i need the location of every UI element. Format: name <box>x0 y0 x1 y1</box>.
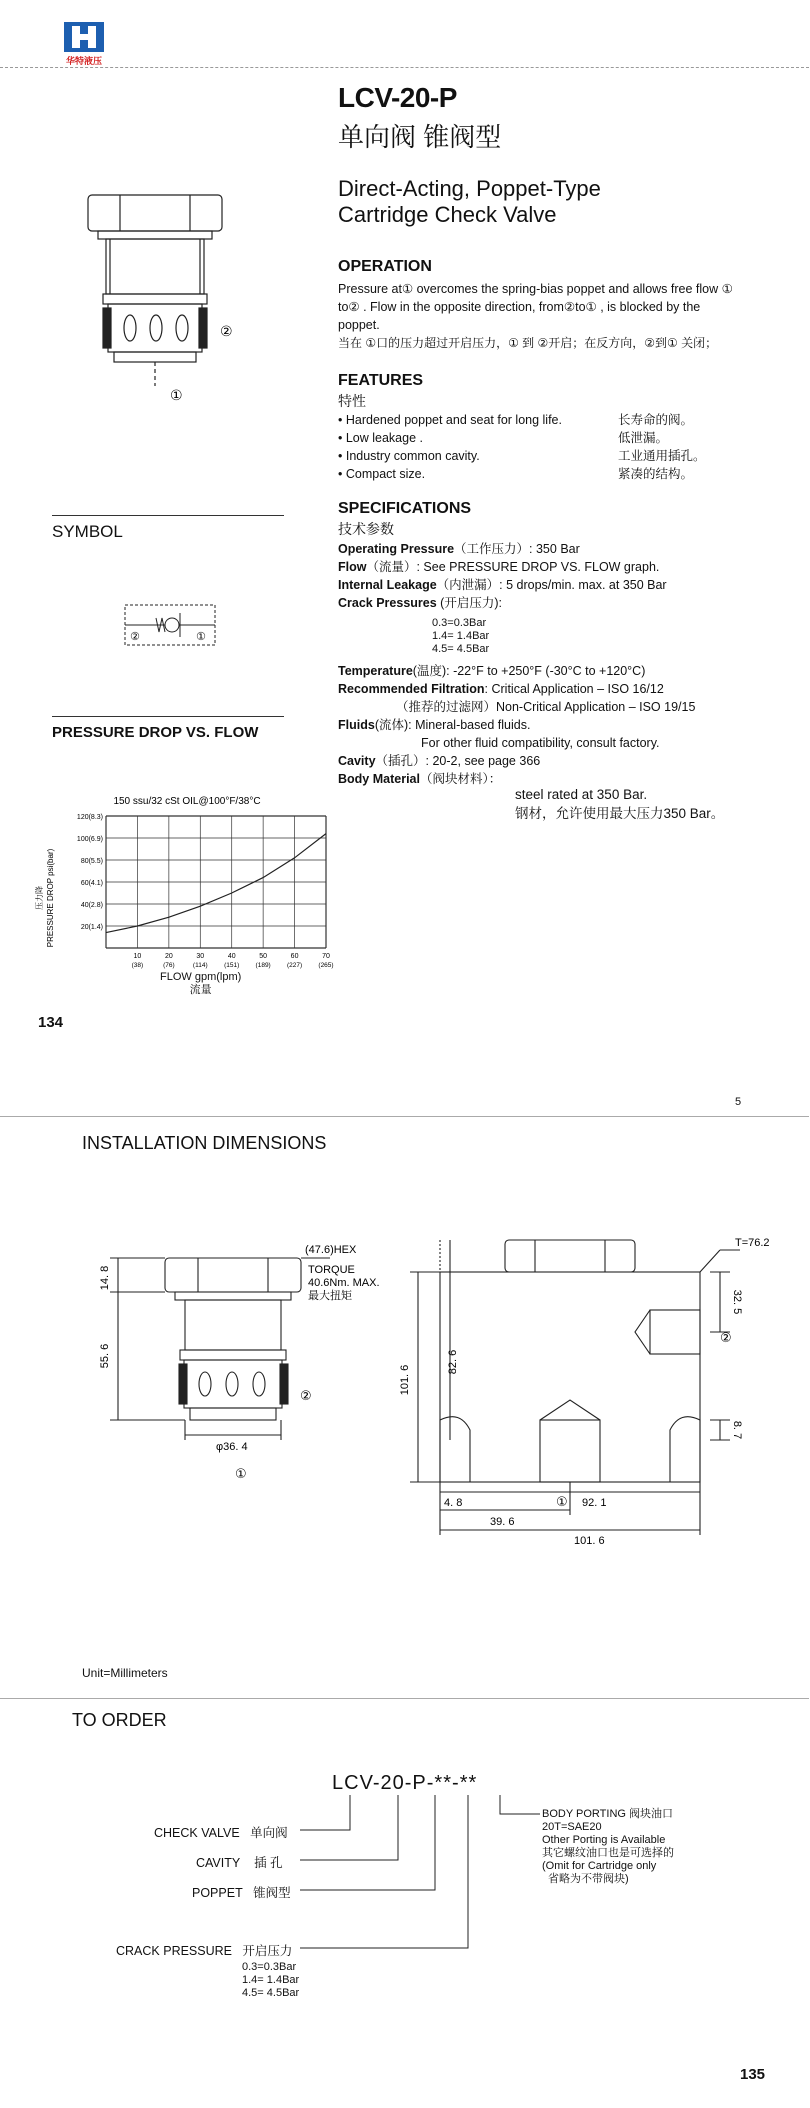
x-tick-sublabel: (76) <box>163 962 175 969</box>
svg-text:(47.6)HEX: (47.6)HEX <box>305 1244 357 1256</box>
spec-fluids: Fluids(流体): Mineral-based fluids. <box>338 718 531 732</box>
x-tick-label: 20 <box>164 953 173 960</box>
spec-leakage: Internal Leakage（内泄漏）: 5 drops/min. max. at 350 Bar <box>338 578 667 592</box>
y-tick-label: 100(6.9) <box>76 836 103 843</box>
pd-divider <box>52 716 284 717</box>
spec-crack: Crack Pressures (开启压力): <box>338 596 502 610</box>
logo-text: 华特液压 <box>65 56 102 66</box>
unit-note: Unit=Millimeters <box>82 1666 168 1680</box>
order-crack: CRACK PRESSURE 开启压力 <box>116 1944 293 1958</box>
list-item: • Hardened poppet and seat for long life. 长寿命的阀。 <box>338 413 694 427</box>
order-poppet: POPPET 锥阀型 <box>192 1886 291 1900</box>
spec-filtration-2: （推荐的过滤网）Non-Critical Application – ISO 19/15 <box>396 700 696 714</box>
svg-text:最大扭矩: 最大扭矩 <box>308 1289 352 1302</box>
chart-x-ticks <box>132 953 334 969</box>
y-tick-label: 120(8.3) <box>76 814 103 821</box>
svg-text:TORQUE: TORQUE <box>308 1264 355 1276</box>
y-tick-label: 80(5.5) <box>80 858 103 865</box>
spec-flow: Flow（流量）: See PRESSURE DROP VS. FLOW graph. <box>338 560 660 574</box>
product-subtitle <box>338 176 758 228</box>
chart-ylabel: PRESSURE DROP psi(bar) <box>46 848 55 948</box>
specs-heading: SPECIFICATIONS <box>338 500 472 517</box>
installation-drawing <box>90 1230 810 1630</box>
features-heading-cn: 特性 <box>338 393 366 409</box>
section-divider-2 <box>0 1698 809 1699</box>
spec-filtration: Recommended Filtration: Critical Application – ISO 16/12 <box>338 682 664 696</box>
symbol-port1: ① <box>196 630 206 643</box>
chart-y-ticks <box>77 814 103 931</box>
symbol-port2: ② <box>130 630 140 643</box>
list-item: • Industry common cavity. 工业通用插孔。 <box>338 449 706 463</box>
chart-grid <box>106 816 326 948</box>
valve-port2-label: ② <box>220 324 233 340</box>
header-divider <box>0 67 809 68</box>
svg-text:T=76.2: T=76.2 <box>735 1237 770 1249</box>
y-tick-label: 40(2.8) <box>80 902 103 909</box>
order-code: LCV-20-P-**-** <box>332 1772 478 1794</box>
specs-block-2 <box>338 662 778 788</box>
spec-body-material: Body Material（阀块材料）： <box>338 772 502 786</box>
x-tick-label: 70 <box>322 953 330 960</box>
steel-rating: steel rated at 350 Bar. 钢材，允许使用最大压力350 Bar。 <box>515 787 725 821</box>
svg-text:92. 1: 92. 1 <box>582 1497 607 1509</box>
logo-mark-icon <box>64 22 104 52</box>
svg-text:8. 7: 8. 7 <box>731 1420 743 1440</box>
symbol-heading: SYMBOL <box>52 522 123 541</box>
svg-text:①: ① <box>235 1467 247 1482</box>
x-tick-sublabel: (38) <box>131 962 144 969</box>
x-tick-sublabel: (189) <box>255 962 271 969</box>
svg-text:①: ① <box>556 1495 568 1510</box>
valve-port1-label: ① <box>170 388 183 404</box>
x-tick-sublabel: (265) <box>318 962 334 969</box>
spec-fluids-2: For other fluid compatibility, consult factory. <box>421 736 660 750</box>
subtitle-line2: Cartridge Check Valve <box>338 202 557 227</box>
chart-title: 150 ssu/32 cSt OIL@100°F/38°C <box>113 796 261 807</box>
operation-text <box>338 280 778 352</box>
svg-text:②: ② <box>720 1331 732 1346</box>
order-body-porting: BODY PORTING 阀块油口 20T=SAE20 Other Porting is Available 其它螺纹油口也是可选择的 (Omit for Cartridge only 省略为不带阀块) <box>542 1808 674 1885</box>
chart-xlabel: FLOW gpm(lpm) 流量 <box>160 971 242 996</box>
x-tick-sublabel: (151) <box>224 962 240 969</box>
valve-cartridge-drawing <box>70 190 270 410</box>
svg-text:82. 6: 82. 6 <box>447 1349 459 1375</box>
order-leader-lines <box>300 1790 530 1960</box>
x-tick-label: 60 <box>290 953 299 960</box>
brand-logo <box>58 22 110 66</box>
page-mark: 5 <box>735 1096 742 1108</box>
section-divider <box>0 1116 809 1117</box>
crack-values: 0.3=0.3Bar 1.4= 1.4Bar 4.5= 4.5Bar <box>432 617 490 655</box>
operation-line-cn: 当在 ①口的压力超过开启压力，① 到 ②开启；在反方向，②到① 关闭； <box>338 336 718 350</box>
chart-ylabel-cn: 压力降 <box>35 886 44 910</box>
svg-text:②: ② <box>300 1389 312 1404</box>
order-check-valve: CHECK VALVE 单向阀 <box>154 1826 288 1840</box>
order-crack-values: 0.3=0.3Bar 1.4= 1.4Bar 4.5= 4.5Bar <box>242 1961 300 1999</box>
svg-text:φ36. 4: φ36. 4 <box>216 1441 248 1453</box>
list-item: • Low leakage . 低泄漏。 <box>338 431 669 445</box>
svg-text:55. 6: 55. 6 <box>99 1343 111 1369</box>
spec-temperature: Temperature(温度): -22°F to +250°F (-30°C to +120°C) <box>338 664 646 678</box>
svg-text:39. 6: 39. 6 <box>490 1516 515 1528</box>
y-tick-label: 20(1.4) <box>80 924 103 931</box>
spec-cavity: Cavity（插孔）: 20-2, see page 366 <box>338 754 541 768</box>
symbol-divider <box>52 515 284 516</box>
operation-line2: to② . Flow in the opposite direction, from②to① , is blocked by the <box>338 300 701 314</box>
page-number-left: 134 <box>38 1014 64 1031</box>
check-valve-symbol <box>120 600 220 650</box>
y-tick-label: 60(4.1) <box>80 880 103 887</box>
specs-block <box>338 540 778 612</box>
x-tick-label: 10 <box>133 953 142 960</box>
pressure-drop-chart <box>30 788 334 988</box>
specs-heading-cn: 技术参数 <box>338 521 394 537</box>
operation-line3: poppet. <box>338 318 380 332</box>
page-number-right: 135 <box>740 2066 766 2083</box>
features-heading: FEATURES <box>338 372 424 389</box>
order-heading: TO ORDER <box>72 1710 167 1730</box>
svg-text:14. 8: 14. 8 <box>99 1265 111 1291</box>
model-title-cn: 单向阀 锥阀型 <box>338 122 502 152</box>
model-title: LCV-20-P <box>338 82 457 113</box>
operation-heading: OPERATION <box>338 258 432 275</box>
operation-line1: Pressure at① overcomes the spring-bias poppet and allows free flow ① <box>338 282 733 296</box>
spec-operating-pressure: Operating Pressure（工作压力）: 350 Bar <box>338 542 580 556</box>
svg-text:32. 5: 32. 5 <box>731 1289 743 1315</box>
subtitle-line1: Direct-Acting, Poppet-Type <box>338 176 601 201</box>
svg-text:4. 8: 4. 8 <box>444 1497 463 1509</box>
x-tick-sublabel: (227) <box>286 962 303 969</box>
x-tick-label: 40 <box>227 953 236 960</box>
features-list <box>338 411 758 483</box>
pd-heading: PRESSURE DROP VS. FLOW <box>52 724 259 741</box>
order-cavity: CAVITY 插 孔 <box>196 1856 283 1870</box>
x-tick-label: 30 <box>196 953 205 960</box>
installation-heading: INSTALLATION DIMENSIONS <box>82 1133 327 1153</box>
list-item: • Compact size. 紧凑的结构。 <box>338 467 694 481</box>
svg-text:40.6Nm. MAX.: 40.6Nm. MAX. <box>308 1277 380 1289</box>
chart-series-line <box>106 834 326 933</box>
svg-text:101. 6: 101. 6 <box>574 1535 605 1547</box>
x-tick-label: 50 <box>259 953 268 960</box>
svg-text:101. 6: 101. 6 <box>399 1364 411 1396</box>
x-tick-sublabel: (114) <box>192 962 208 969</box>
